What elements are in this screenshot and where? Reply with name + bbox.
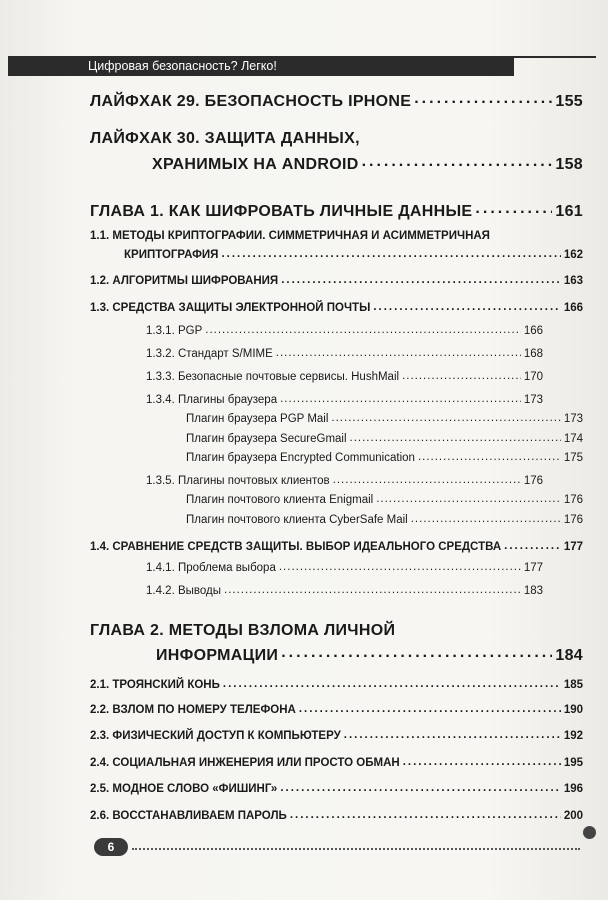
- toc-entry-page: 158: [555, 156, 583, 173]
- leader-dots: [373, 299, 560, 311]
- toc-entry-title: 1.4.1. Проблема выбора: [146, 561, 276, 574]
- leader-dots: [281, 644, 552, 660]
- leader-dots: [279, 559, 521, 571]
- toc-entry-title: Плагин почтового клиента Enigmail: [186, 493, 374, 506]
- toc-entry-title: Плагин браузера PGP Mail: [186, 412, 329, 425]
- toc-entry-2-4: [90, 754, 583, 769]
- toc-entry-title: 1.2. АЛГОРИТМЫ ШИФРОВАНИЯ: [90, 274, 279, 287]
- toc-entry-plugin-pgp-mail: [186, 410, 583, 425]
- toc-entry-title: 1.3.3. Безопасные почтовые сервисы. HushMail: [146, 370, 400, 383]
- leader-dots: [290, 807, 561, 819]
- toc-entry-page: 162: [563, 248, 583, 261]
- leader-dots: [224, 582, 521, 594]
- toc-entry-page: 166: [523, 324, 543, 337]
- leader-dots: [402, 368, 521, 380]
- toc-entry-lifehack-30: [152, 153, 583, 174]
- toc-entry-page: 174: [563, 432, 583, 445]
- header-rule: [514, 56, 596, 76]
- footer-dotted-rule: [132, 848, 580, 850]
- leader-dots: [418, 449, 561, 461]
- toc-entry-page: 173: [523, 393, 543, 406]
- toc-entry-plugin-enigmail: [186, 491, 583, 506]
- toc-entry-page: 192: [563, 729, 583, 742]
- toc-entry-1-2: [90, 272, 583, 287]
- toc-entry-page: 175: [563, 451, 583, 464]
- toc-entry-1-4-1: [146, 559, 543, 574]
- leader-dots: [504, 538, 561, 550]
- leader-dots: [280, 780, 560, 792]
- toc-entry-2-6: [90, 807, 583, 822]
- toc-entry-2-1: [90, 676, 583, 691]
- leader-dots: [362, 153, 553, 169]
- leader-dots: [280, 391, 521, 403]
- toc-entry-title: 2.1. ТРОЯНСКИЙ КОНЬ: [90, 678, 220, 691]
- toc-entry-page: 155: [555, 93, 583, 110]
- toc-entry-page: 184: [555, 647, 583, 664]
- toc-entry-page: 170: [523, 370, 543, 383]
- toc-entry-title: 2.3. ФИЗИЧЕСКИЙ ДОСТУП К КОМПЬЮТЕРУ: [90, 729, 341, 742]
- toc-entry-title: ГЛАВА 1. КАК ШИФРОВАТЬ ЛИЧНЫЕ ДАННЫЕ: [90, 203, 473, 220]
- toc-entry-page: 166: [563, 301, 583, 314]
- toc-entry-title: 1.4.2. Выводы: [146, 584, 222, 597]
- toc-entry-title: 2.5. МОДНОЕ СЛОВО «ФИШИНГ»: [90, 782, 278, 795]
- toc-entry-1-4: [90, 538, 583, 553]
- toc-entry-title: Плагин браузера Encrypted Communication: [186, 451, 415, 464]
- toc-entry-page: 168: [523, 347, 543, 360]
- leader-dots: [331, 410, 560, 422]
- toc-entry-1-3-5: [146, 472, 543, 487]
- toc-entry-page: 200: [563, 809, 583, 822]
- toc-entry-1-4-2: [146, 582, 543, 597]
- toc-entry-2-5: [90, 780, 583, 795]
- leader-dots: [299, 701, 561, 713]
- toc-entry-title: Плагин браузера SecureGmail: [186, 432, 347, 445]
- leader-dots: [281, 272, 561, 284]
- leader-dots: [403, 754, 561, 766]
- leader-dots: [221, 246, 560, 258]
- leader-dots: [344, 727, 561, 739]
- toc-entry-title-line1: ГЛАВА 2. МЕТОДЫ ВЗЛОМА ЛИЧНОЙ: [90, 622, 396, 639]
- toc-entry-title: 2.6. ВОССТАНАВЛИВАЕМ ПАРОЛЬ: [90, 809, 287, 822]
- toc-entry-title: Плагин почтового клиента CyberSafe Mail: [186, 513, 408, 526]
- toc-entry-plugin-cybersafe-mail: [186, 511, 583, 526]
- toc-entry-title-line1: 1.1. МЕТОДЫ КРИПТОГРАФИИ. СИММЕТРИЧНАЯ И АСИММЕТРИЧНАЯ: [90, 230, 490, 242]
- toc-entry-page: 176: [523, 474, 543, 487]
- toc-entry-title: 1.4. СРАВНЕНИЕ СРЕДСТВ ЗАЩИТЫ. ВЫБОР ИДЕАЛЬНОГО СРЕДСТВА: [90, 540, 502, 553]
- toc-entry-page: 173: [563, 412, 583, 425]
- toc-entry-chapter-2: [156, 644, 583, 665]
- toc-entry-1-1: [124, 246, 583, 261]
- toc-entry-2-3: [90, 727, 583, 742]
- toc-entry-title: 1.3.2. Стандарт S/MIME: [146, 347, 273, 360]
- running-header-title: Цифровая безопасность? Легко!: [88, 59, 277, 73]
- toc-entry-title: ЛАЙФХАК 29. БЕЗОПАСНОСТЬ IPHONE: [90, 93, 412, 110]
- toc-entry-1-3: [90, 299, 583, 314]
- toc-entry-page: 183: [523, 584, 543, 597]
- toc-entry-plugin-securegmail: [186, 430, 583, 445]
- toc-entry-chapter-1: [90, 200, 583, 221]
- leader-dots: [411, 511, 561, 523]
- toc-entry-title-line1: ЛАЙФХАК 30. ЗАЩИТА ДАННЫХ,: [90, 130, 360, 147]
- leader-dots: [276, 345, 521, 357]
- toc-entry-page: 185: [563, 678, 583, 691]
- toc-entry-title: 1.3.1. PGP: [146, 324, 203, 337]
- toc-entry-page: 176: [563, 513, 583, 526]
- toc-entry-page: 196: [563, 782, 583, 795]
- toc-entry-title: 2.4. СОЦИАЛЬНАЯ ИНЖЕНЕРИЯ ИЛИ ПРОСТО ОБМАН: [90, 756, 400, 769]
- running-header: [8, 56, 514, 76]
- toc-entry-page: 177: [523, 561, 543, 574]
- toc-entry-title: 2.2. ВЗЛОМ ПО НОМЕРУ ТЕЛЕФОНА: [90, 703, 296, 716]
- leader-dots: [414, 90, 552, 106]
- decorative-dot: [583, 826, 596, 839]
- toc-entry-title-line2: ИНФОРМАЦИИ: [156, 647, 279, 664]
- toc-entry-1-3-4: [146, 391, 543, 406]
- toc-entry-title: 1.3.4. Плагины браузера: [146, 393, 278, 406]
- toc-entry-2-2: [90, 701, 583, 716]
- toc-entry-page: 163: [563, 274, 583, 287]
- toc-entry-title-line2: КРИПТОГРАФИЯ: [124, 248, 219, 261]
- toc-entry-page: 190: [563, 703, 583, 716]
- toc-entry-page: 177: [563, 540, 583, 553]
- leader-dots: [333, 472, 521, 484]
- toc-entry-page: 195: [563, 756, 583, 769]
- toc-entry-page: 176: [563, 493, 583, 506]
- toc-entry-title: 1.3. СРЕДСТВА ЗАЩИТЫ ЭЛЕКТРОННОЙ ПОЧТЫ: [90, 301, 371, 314]
- toc-entry-1-3-1: [146, 322, 543, 337]
- toc-entry-title-line2: ХРАНИМЫХ НА ANDROID: [152, 156, 359, 173]
- toc-entry-1-3-3: [146, 368, 543, 383]
- page-number-badge: 6: [94, 838, 128, 856]
- leader-dots: [475, 200, 552, 216]
- leader-dots: [205, 322, 521, 334]
- leader-dots: [376, 491, 561, 503]
- toc-entry-lifehack-29: [90, 90, 583, 111]
- toc-entry-plugin-encrypted-communication: [186, 449, 583, 464]
- toc-entry-page: 161: [555, 203, 583, 220]
- leader-dots: [350, 430, 561, 442]
- toc-entry-1-3-2: [146, 345, 543, 360]
- toc-entry-title: 1.3.5. Плагины почтовых клиентов: [146, 474, 330, 487]
- leader-dots: [223, 676, 561, 688]
